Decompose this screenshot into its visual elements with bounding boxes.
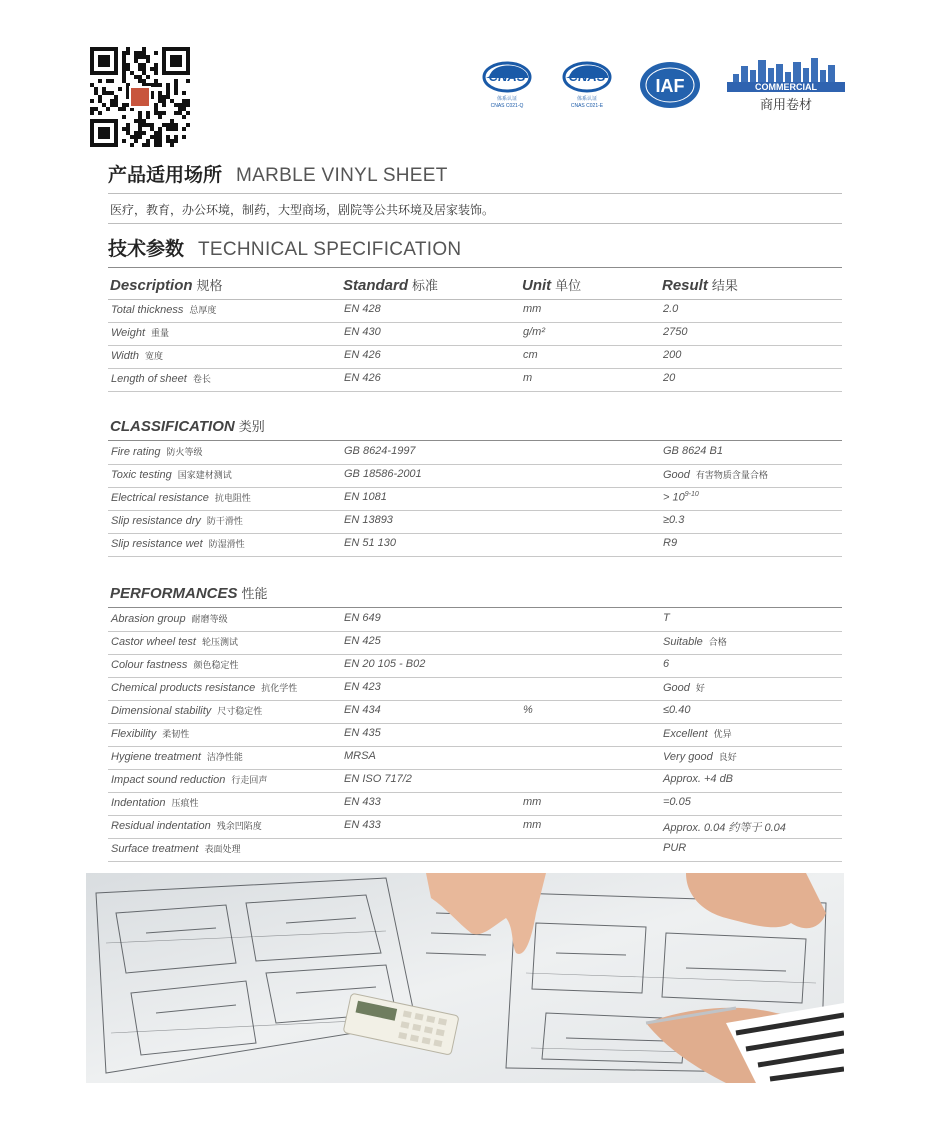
table-row xyxy=(108,510,842,534)
row-standard: EN 433 xyxy=(344,796,381,808)
svg-text:CNAS: CNAS xyxy=(568,69,606,84)
row-result: PUR xyxy=(663,842,687,854)
row-unit: % xyxy=(523,704,533,716)
row-description: Indentation 压痕性 xyxy=(111,797,199,809)
table-row xyxy=(108,677,842,701)
row-result: 2.0 xyxy=(663,303,679,315)
svg-text:IAF: IAF xyxy=(655,76,685,96)
table-row xyxy=(108,700,842,724)
table-row xyxy=(108,322,842,346)
svg-text:CNAS: CNAS xyxy=(488,69,526,84)
blueprint-photo xyxy=(86,873,844,1083)
row-description: Slip resistance wet 防湿滑性 xyxy=(111,538,245,550)
row-unit: mm xyxy=(523,796,542,808)
svg-text:体系认证: 体系认证 xyxy=(496,96,518,102)
row-result: T xyxy=(663,612,670,624)
row-description: Residual indentation 残余凹陷度 xyxy=(111,820,262,832)
row-unit: cm xyxy=(523,349,538,361)
row-result: Very good 良好 xyxy=(663,751,737,763)
table-row xyxy=(108,345,842,369)
row-standard: EN 13893 xyxy=(344,514,393,526)
row-result: Excellent 优异 xyxy=(663,728,732,740)
table-row xyxy=(108,769,842,793)
table-row xyxy=(108,654,842,678)
row-description: Surface treatment 表面处理 xyxy=(111,843,241,855)
row-description: Fire rating 防火等级 xyxy=(111,446,203,458)
col-header-description: Description 规格 xyxy=(110,277,223,294)
svg-text:CNAS C021-E: CNAS C021-E xyxy=(570,103,604,109)
divider xyxy=(108,193,842,194)
col-header-result: Result 结果 xyxy=(662,277,738,294)
row-description: Impact sound reduction 行走回声 xyxy=(111,774,268,786)
row-result: Suitable 合格 xyxy=(663,636,727,648)
row-unit: mm xyxy=(523,819,542,831)
table-row xyxy=(108,815,842,839)
table-row xyxy=(108,608,842,632)
table-row xyxy=(108,299,842,323)
usage-section-title: 产品适用场所 MARBLE VINYL SHEET xyxy=(108,164,448,186)
row-standard: EN 425 xyxy=(344,635,381,647)
commercial-cn-label: 商用卷材 xyxy=(759,98,812,113)
row-standard: EN 433 xyxy=(344,819,381,831)
table-row xyxy=(108,441,842,465)
row-description: Castor wheel test 轮压测试 xyxy=(111,636,238,648)
divider xyxy=(108,223,842,224)
cnas-q-badge xyxy=(478,56,536,114)
col-header-standard: Standard 标准 xyxy=(343,277,439,294)
col-header-unit: Unit 单位 xyxy=(522,277,582,294)
classification-title: CLASSIFICATION 类别 xyxy=(110,418,265,435)
row-standard: GB 18586-2001 xyxy=(344,468,422,480)
table-row xyxy=(108,792,842,816)
row-result: ≤0.40 xyxy=(663,704,691,716)
iaf-badge xyxy=(638,56,702,114)
row-result: ≥0.3 xyxy=(663,514,685,526)
commercial-logo xyxy=(727,56,845,112)
row-standard: EN 649 xyxy=(344,612,381,624)
row-standard: EN 20 105 - B02 xyxy=(344,658,426,670)
row-result: Approx. 0.04 约等于 0.04 xyxy=(663,822,786,834)
row-standard: EN 426 xyxy=(344,349,381,361)
svg-text:COMMERCIAL: COMMERCIAL xyxy=(755,82,817,92)
tech-section-title: 技术参数 TECHNICAL SPECIFICATION xyxy=(108,238,462,260)
row-description: Total thickness 总厚度 xyxy=(111,304,217,316)
svg-text:体系认证: 体系认证 xyxy=(576,96,598,102)
row-result: =0.05 xyxy=(663,796,691,808)
table-row xyxy=(108,838,842,862)
row-result: 6 xyxy=(663,658,670,670)
table-row xyxy=(108,723,842,747)
row-standard: EN 434 xyxy=(344,704,381,716)
row-description: Dimensional stability 尺寸稳定性 xyxy=(111,705,263,717)
table-row xyxy=(108,631,842,655)
table-row xyxy=(108,487,842,511)
row-description: Slip resistance dry 防干滑性 xyxy=(111,515,243,527)
row-standard: EN 426 xyxy=(344,372,381,384)
row-description: Colour fastness 颜色稳定性 xyxy=(111,659,239,671)
row-description: Flexibility 柔韧性 xyxy=(111,728,190,740)
row-description: Chemical products resistance 抗化学性 xyxy=(111,682,298,694)
row-result: 2750 xyxy=(663,326,688,338)
row-result: > $10^{9-10}$ xyxy=(663,491,699,504)
row-standard: EN 1081 xyxy=(344,491,387,503)
row-result: GB 8624 B1 xyxy=(663,445,723,457)
qr-code xyxy=(90,47,190,147)
row-result: 200 xyxy=(663,349,682,361)
row-standard: EN 435 xyxy=(344,727,381,739)
row-unit: m xyxy=(523,372,533,384)
row-description: Toxic testing 国家建材测试 xyxy=(111,469,232,481)
table-row xyxy=(108,464,842,488)
row-standard: MRSA xyxy=(344,750,376,762)
row-result: Good 好 xyxy=(663,682,705,694)
row-standard: EN 430 xyxy=(344,326,381,338)
table-row xyxy=(108,368,842,392)
row-standard: GB 8624-1997 xyxy=(344,445,416,457)
row-standard: EN 423 xyxy=(344,681,381,693)
performances-title: PERFORMANCES 性能 xyxy=(110,585,268,602)
row-standard: EN 51 130 xyxy=(344,537,396,549)
row-standard: EN ISO 717/2 xyxy=(344,773,412,785)
row-result: Approx. +4 dB xyxy=(663,773,734,785)
cnas-e-badge xyxy=(558,56,616,114)
table-row xyxy=(108,533,842,557)
row-result: Good 有害物质含量合格 xyxy=(663,469,768,481)
table-row xyxy=(108,746,842,770)
divider xyxy=(108,267,842,268)
row-unit: g/m² xyxy=(523,326,545,338)
row-result: 20 xyxy=(663,372,676,384)
row-description: Hygiene treatment 洁净性能 xyxy=(111,751,243,763)
row-description: Length of sheet 卷长 xyxy=(111,373,211,385)
row-description: Weight 重量 xyxy=(111,327,170,339)
usage-text: 医疗，教育，办公环境，制药，大型商场，剧院等公共环境及居家装饰。 xyxy=(110,203,495,217)
row-unit: mm xyxy=(523,303,542,315)
row-description: Electrical resistance 抗电阻性 xyxy=(111,492,251,504)
row-result: R9 xyxy=(663,537,678,549)
svg-text:CNAS C021-Q: CNAS C021-Q xyxy=(490,103,524,109)
row-standard: EN 428 xyxy=(344,303,381,315)
row-description: Abrasion group 耐磨等级 xyxy=(111,613,228,625)
row-description: Width 宽度 xyxy=(111,350,164,362)
